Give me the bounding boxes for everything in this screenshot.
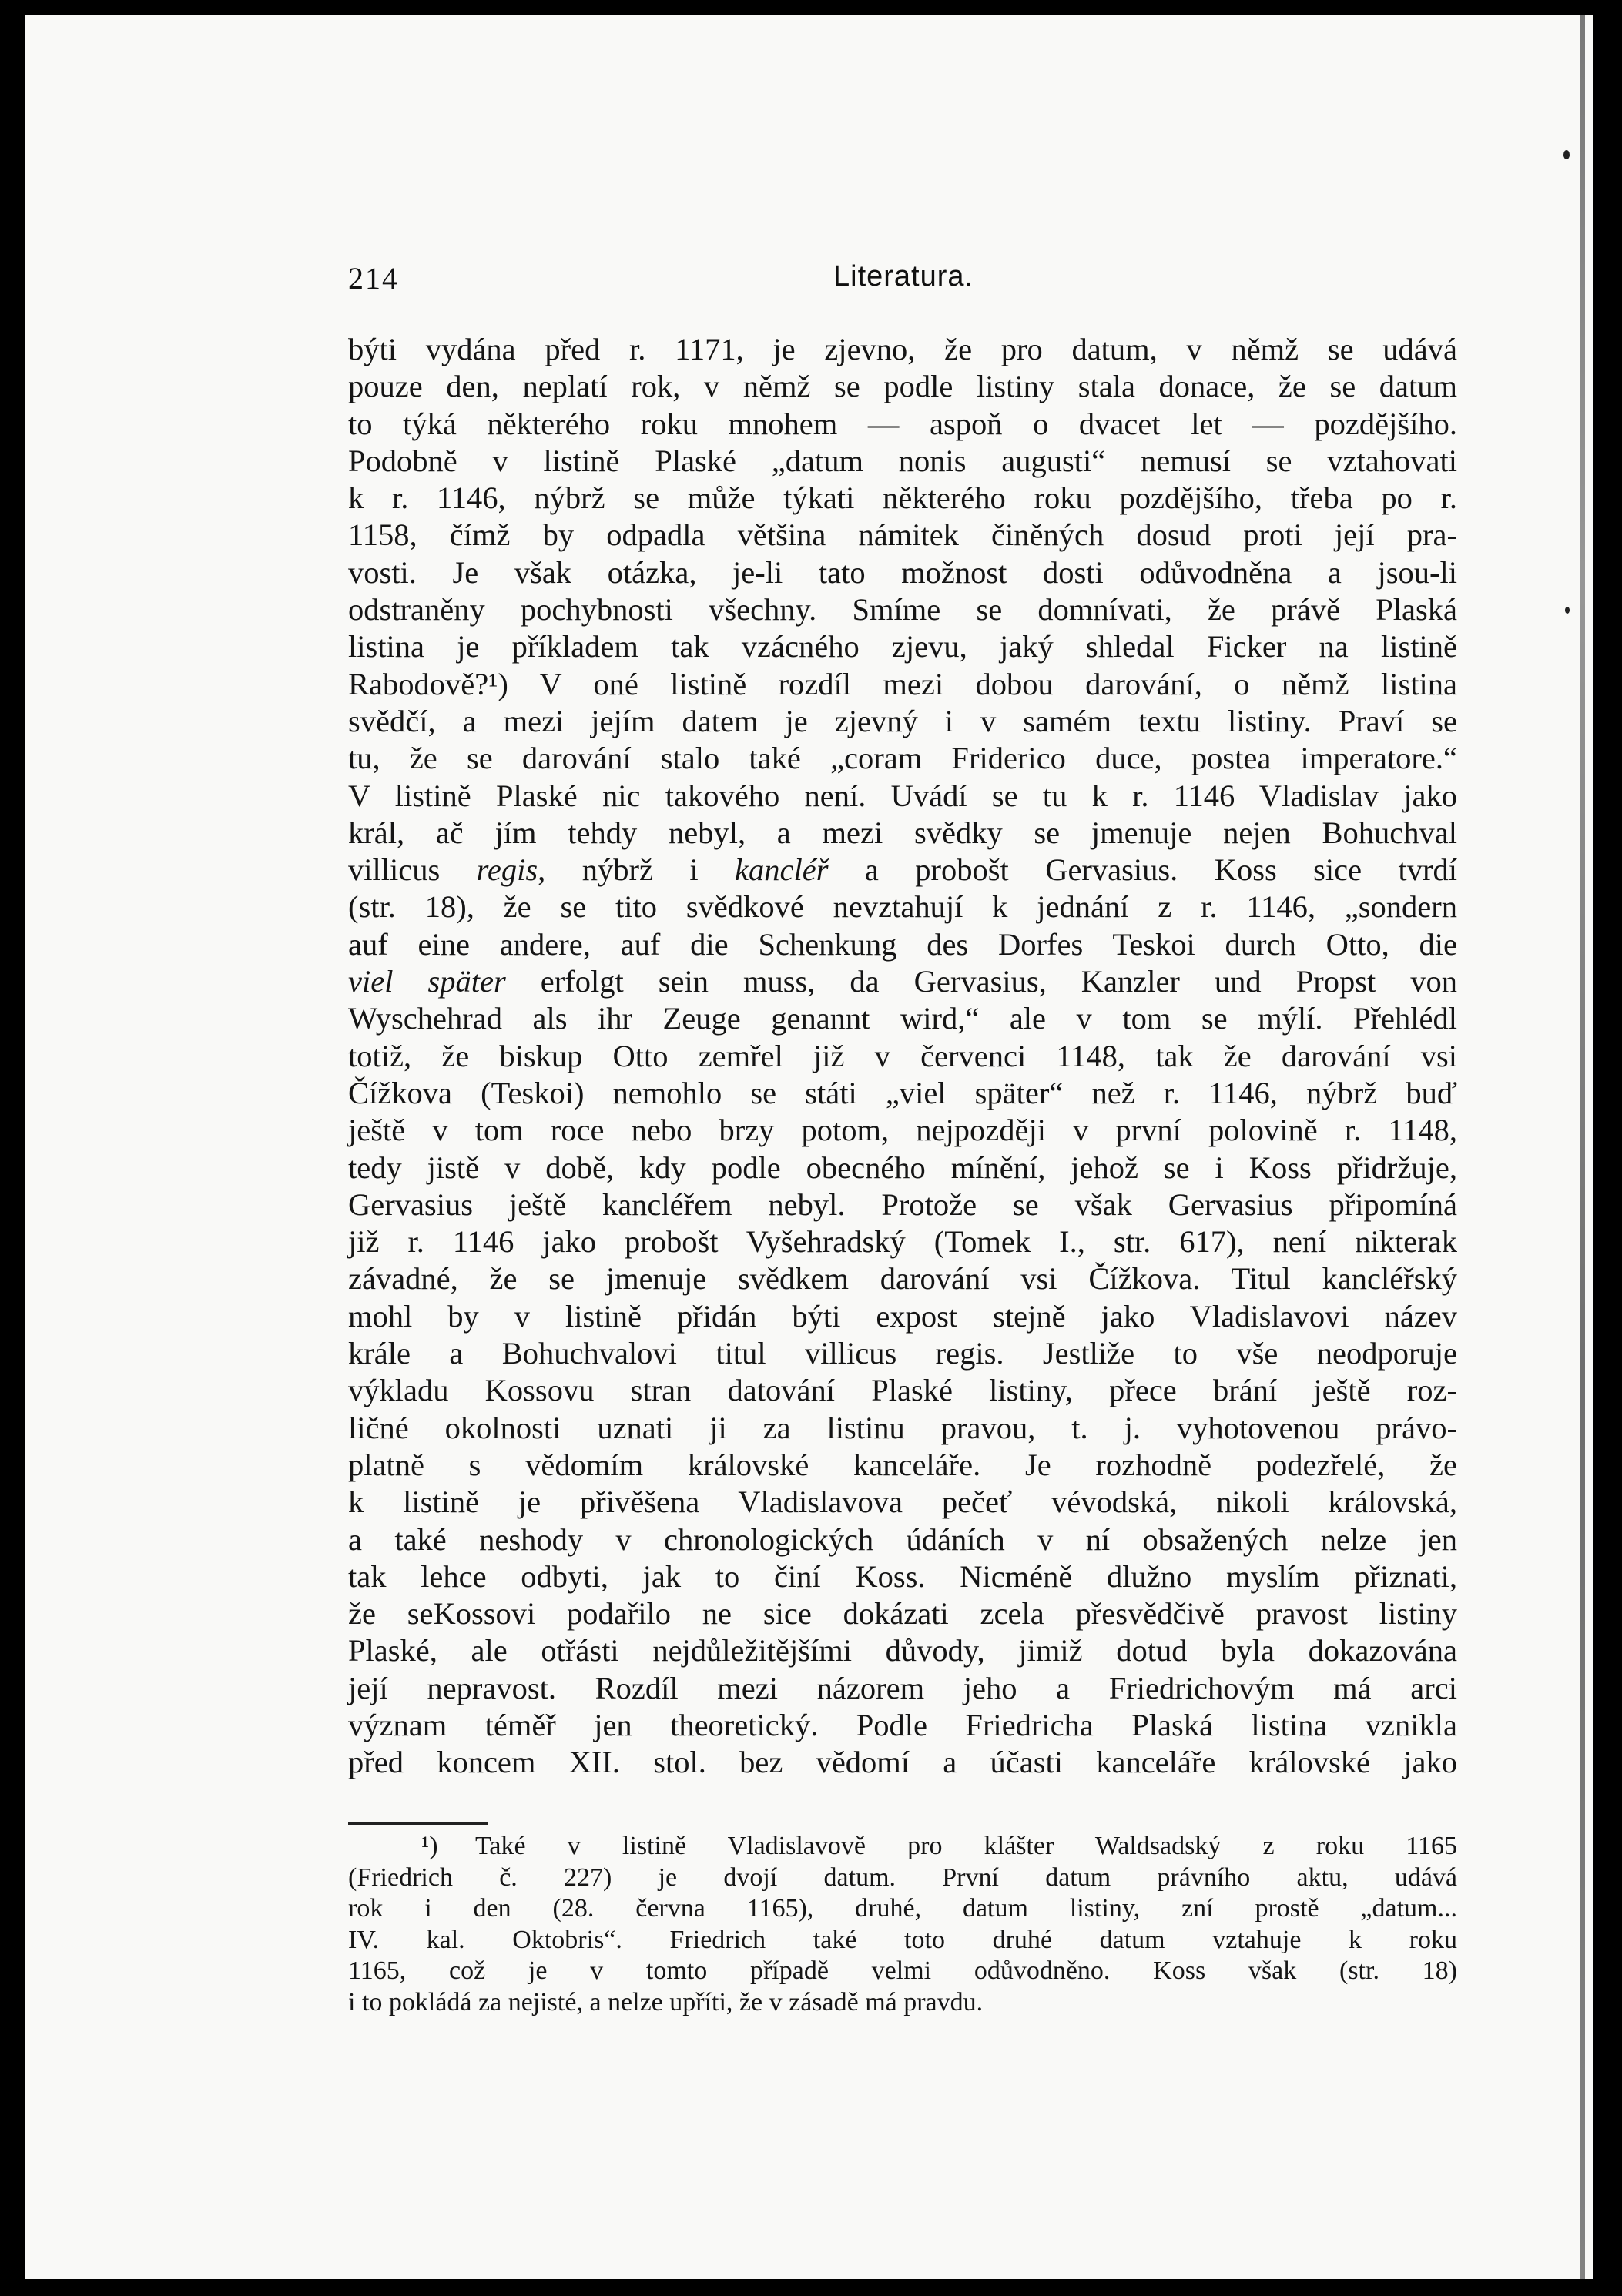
text-line: villicus regis, nýbrž i kancléř a probošt Gervasius. Koss sice tvrdí	[348, 852, 1457, 888]
text-line: k listině je přivěšena Vladislavova pečeť vévodská, nikoli královská,	[348, 1484, 1457, 1520]
footnote-line: IV. kal. Oktobris“. Friedrich také toto druhé datum vztahuje k roku	[348, 1925, 1457, 1954]
footnote-marker: ¹)	[421, 1832, 438, 1860]
text-line: král, ač jím tehdy nebyl, a mezi svědky se jmenuje nejen Bohuchval	[348, 815, 1457, 850]
running-head	[348, 260, 1449, 299]
text-line: 1158, čímž by odpadla většina námitek činěných dosud proti její pra-	[348, 517, 1457, 553]
text-line: ještě v tom roce nebo brzy potom, nejpozději v první polovině r. 1148,	[348, 1113, 1457, 1148]
text-line: Čížkova (Teskoi) nemohlo se státi „viel später“ než r. 1146, nýbrž buď	[348, 1075, 1457, 1110]
text-line: auf eine andere, auf die Schenkung des Dorfes Teskoi durch Otto, die	[348, 926, 1457, 962]
page-number: 214	[348, 261, 399, 296]
text-line: V listině Plaské nic takového není. Uvádí se tu k r. 1146 Vladislav jako	[348, 778, 1457, 813]
text-line: Podobně v listině Plaské „datum nonis augusti“ nemusí se vztahovati	[348, 443, 1457, 478]
text-line: tedy jistě v době, kdy podle obecného mínění, jehož se i Koss přidržuje,	[348, 1150, 1457, 1185]
text-line: odstraněny pochybnosti všechny. Smíme se domnívati, že právě Plaská	[348, 592, 1457, 628]
text-line: listina je příkladem tak vzácného zjevu, jaký shledal Ficker na listině	[348, 629, 1457, 664]
text-line: již r. 1146 jako probošt Vyšehradský (Tomek I., str. 617), není nikterak	[348, 1224, 1457, 1260]
text-line: k r. 1146, nýbrž se může týkati některého roku pozdějšího, třeba po r.	[348, 480, 1457, 516]
footnote-line: i to pokládá za nejisté, a nelze upříti, že v zásadě má pravdu.	[348, 1987, 984, 2017]
footnote	[348, 1831, 1457, 2018]
footnote-line: 1165, což je v tomto případě velmi odůvodněno. Koss však (str. 18)	[348, 1956, 1457, 1985]
text-line: totiž, že biskup Otto zemřel již v červenci 1148, tak že darování vsi	[348, 1038, 1457, 1073]
page-edge-shadow	[1580, 15, 1585, 2279]
text-line: Plaské, ale otřásti nejdůležitějšími důvody, jimiž dotud byla dokazována	[348, 1633, 1457, 1668]
text-line: svědčí, a mezi jejím datem je zjevný i v samém textu listiny. Praví se	[348, 703, 1457, 738]
text-line: Gervasius ještě kancléřem nebyl. Protože se však Gervasius připomíná	[348, 1186, 1457, 1222]
text-line: mohl by v listině přidán býti expost stejně jako Vladislavovi název	[348, 1298, 1457, 1334]
text-line: že seKossovi podařilo ne sice dokázati zcela přesvědčivě pravost listiny	[348, 1596, 1457, 1632]
text-line: před koncem XII. stol. bez vědomí a účasti kanceláře královské jako	[348, 1745, 1457, 1780]
text-line: ličné okolnosti uznati ji za listinu pravou, t. j. vyhotovenou právo-	[348, 1410, 1457, 1445]
text-line: býti vydána před r. 1171, je zjevno, že pro datum, v němž se udává	[348, 332, 1457, 366]
text-line: (str. 18), že se tito svědkové nevztahují k jednání z r. 1146, „sondern	[348, 889, 1457, 925]
text-line: závadné, že se jmenuje svědkem darování vsi Čížkova. Titul kancléřský	[348, 1261, 1457, 1297]
text-line: pouze den, neplatí rok, v němž se podle listiny stala donace, že se datum	[348, 369, 1457, 404]
text-line: viel später erfolgt sein muss, da Gervasius, Kanzler und Propst von	[348, 964, 1457, 999]
text-line: výkladu Kossovu stran datování Plaské listiny, přece brání ještě roz-	[348, 1373, 1457, 1408]
text-line: vosti. Je však otázka, je-li tato možnost dosti odůvodněna a jsou-li	[348, 554, 1457, 590]
text-line: tak lehce odbyti, jak to činí Koss. Nicméně dlužno myslím přiznati,	[348, 1558, 1457, 1594]
running-title: Literatura.	[833, 260, 974, 293]
text-line: platně s vědomím královské kanceláře. Je rozhodně podezřelé, že	[348, 1447, 1457, 1482]
scan-speck	[1563, 150, 1570, 159]
footnote-line: (Friedrich č. 227) je dvojí datum. První datum právního aktu, udává	[348, 1863, 1457, 1892]
main-text	[348, 331, 1457, 1782]
footnote-line: rok i den (28. června 1165), druhé, datum listiny, zní prostě „datum...	[348, 1894, 1457, 1923]
scan-speck	[1565, 607, 1570, 614]
text-line: Rabodově?¹) V oné listině rozdíl mezi dobou darování, o němž listina	[348, 666, 1457, 701]
text-line: Wyschehrad als ihr Zeuge genannt wird,“ ale v tom se mýlí. Přehlédl	[348, 1001, 1457, 1036]
text-line: to týká některého roku mnohem — aspoň o dvacet let — pozdějšího.	[348, 406, 1457, 441]
book-page	[25, 15, 1593, 2279]
footnote-rule	[348, 1822, 488, 1825]
text-line: tu, že se darování stalo také „coram Friderico duce, postea imperatore.“	[348, 741, 1457, 776]
text-line: její nepravost. Rozdíl mezi názorem jeho a Friedrichovým má arci	[348, 1670, 1457, 1705]
text-line: a také neshody v chronologických údáních v ní obsažených nelze jen	[348, 1521, 1457, 1557]
footnote-line	[348, 1831, 1457, 1863]
text-line: krále a Bohuchvalovi titul villicus regis. Jestliže to vše neodporuje	[348, 1336, 1457, 1371]
text-line: význam téměř jen theoretický. Podle Friedricha Plaská listina vznikla	[348, 1707, 1457, 1742]
footnote-text: Také v listině Vladislavově pro klášter Waldsadský z roku 1165	[475, 1832, 1457, 1860]
